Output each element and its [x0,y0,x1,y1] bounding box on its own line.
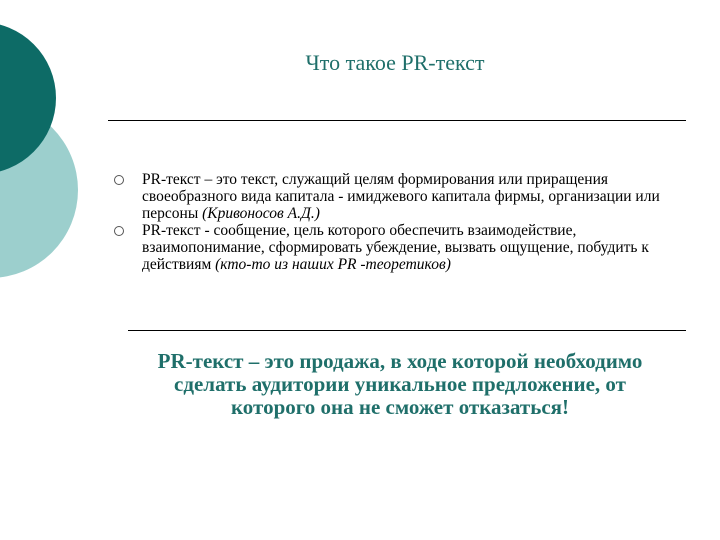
top-divider [108,120,686,121]
bullet-list [114,171,689,273]
bullet-source: (кто-то из наших PR -теоретиков) [215,256,451,273]
bullet-item-1 [114,171,689,222]
circle-bullet-icon [114,175,124,185]
highlight-quote: PR-текст – это продажа, в ходе которой необходимо сделать аудитории уникальное предложение, от которого она не сможет отказаться! [157,349,643,419]
bullet-item-2 [114,222,689,273]
bullet-text: PR-текст - сообщение, цель которого обеспечить взаимодействие, взаимопонимание, сформировать убеждение, вызвать ощущение, побудить к действиям [142,222,649,273]
bottom-divider [128,330,686,331]
bullet-source: (Кривоносов А.Д.) [202,205,320,222]
bullet-text: PR-текст – это текст, служащий целям формирования или приращения своеобразного вида капитала - имиджевого капитала фирмы, организации или персоны [142,171,660,222]
circle-bullet-icon [114,226,124,236]
slide-title: Что такое PR-текст [305,50,485,75]
